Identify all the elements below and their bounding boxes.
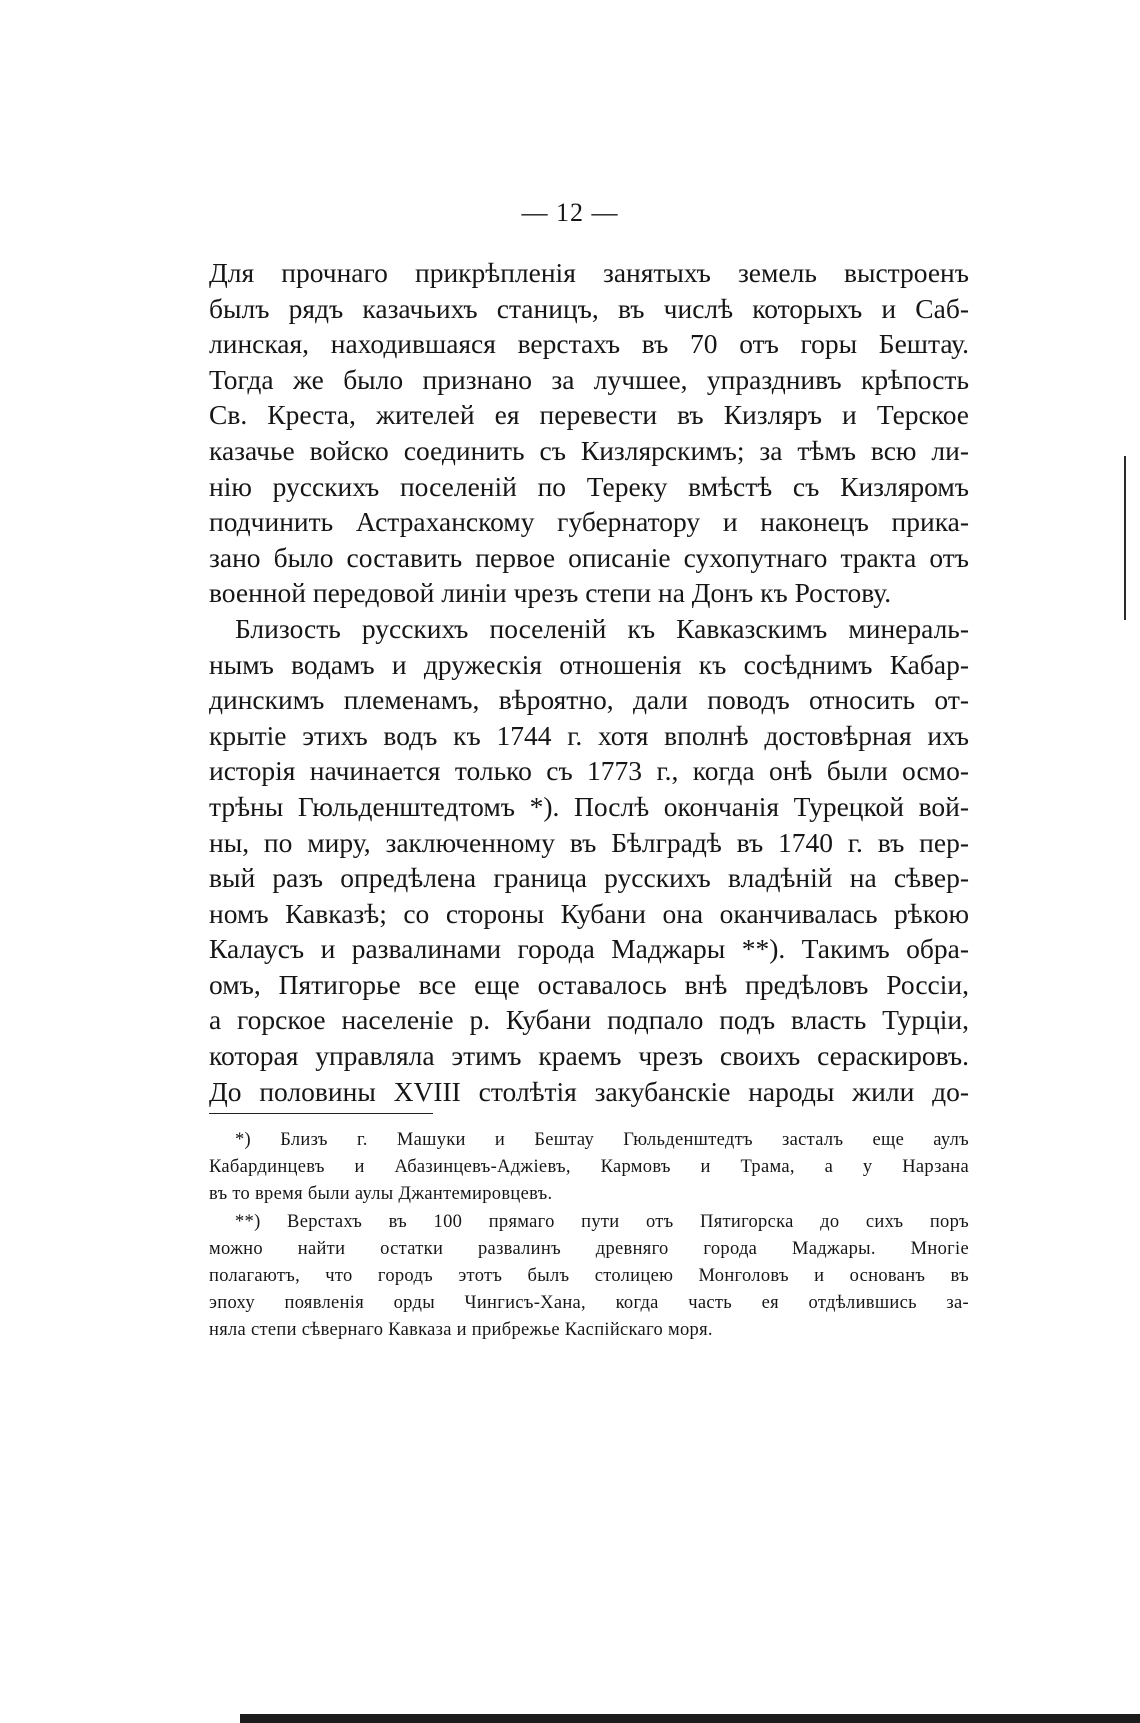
- text-line: омъ, Пятигорье все еще оставалось внѣ предѣловъ Россіи,: [209, 968, 969, 1000]
- text-line: казачье войско соединить съ Кизлярскимъ; за тѣмъ всю ли-: [209, 434, 969, 466]
- text-line: подчинить Астраханскому губернатору и наконецъ прика-: [209, 506, 969, 538]
- footnote-line: Кабардинцевъ и Абазинцевъ-Аджіевъ, Кармовъ и Трама, а у Нарзана: [209, 1157, 969, 1178]
- footnote-line: въ то время были аулы Джантемировцевъ.: [209, 1184, 553, 1205]
- text-line: нымъ водамъ и дружескія отношенія къ сосѣднимъ Кабар-: [209, 648, 969, 680]
- text-line: номъ Кавказѣ; со стороны Кубани она оканчивалась рѣкою: [209, 897, 969, 929]
- footnote-line: полагаютъ, что городъ этотъ былъ столицею Монголовъ и основанъ въ: [209, 1265, 969, 1286]
- text-line: зано было составить первое описаніе сухопутнаго тракта отъ: [209, 541, 969, 573]
- text-line: Тогда же было признано за лучшее, упразднивъ крѣпость: [209, 363, 969, 395]
- text-line: трѣны Гюльденштедтомъ *). Послѣ окончанія Турецкой вой-: [209, 790, 969, 822]
- footnote-line: **) Верстахъ въ 100 прямаго пути отъ Пятигорска до сихъ поръ: [235, 1211, 969, 1232]
- text-line: исторія начинается только съ 1773 г., когда онѣ были осмо-: [209, 755, 969, 787]
- page-number: — 12 —: [521, 198, 619, 227]
- footnote-line: *) Близъ г. Машуки и Бештау Гюльденштедтъ засталъ еще аулъ: [235, 1130, 969, 1150]
- text-line: Калаусъ и развалинами города Маджары **). Такимъ обра-: [209, 933, 969, 965]
- footnote-line: эпоху появленія орды Чингисъ-Хана, когда часть ея отдѣлившись за-: [209, 1293, 969, 1314]
- footnote-separator: [209, 1113, 433, 1114]
- scan-margin-line: [1124, 530, 1126, 620]
- text-line: военной передовой линіи чрезъ степи на Донъ къ Ростову.: [209, 577, 892, 609]
- text-line: нію русскихъ поселеній по Тереку вмѣстѣ съ Кизляромъ: [209, 470, 969, 502]
- text-line: линская, находившаяся верстахъ въ 70 отъ горы Бештау.: [209, 328, 969, 360]
- text-line: ны, по миру, заключенному въ Бѣлградѣ въ 1740 г. въ пер-: [209, 826, 969, 858]
- main-text: [209, 255, 969, 1109]
- text-line: Для прочнаго прикрѣпленія занятыхъ земель выстроенъ: [209, 257, 969, 288]
- text-line: вый разъ опредѣлена граница русскихъ владѣній на сѣвер-: [209, 862, 969, 894]
- text-line: крытіе этихъ водъ къ 1744 г. хотя вполнѣ достовѣрная ихъ: [209, 719, 969, 751]
- text-line: а горское населеніе р. Кубани подпало подъ власть Турціи,: [209, 1004, 969, 1036]
- text-line: которая управляла этимъ краемъ чрезъ своихъ сераскировъ.: [209, 1040, 969, 1072]
- scan-bottom-edge: [240, 1714, 1140, 1723]
- footnotes: [209, 1127, 969, 1345]
- text-line: Близость русскихъ поселеній къ Кавказскимъ минераль-: [235, 612, 969, 644]
- footnote-line: няла степи сѣвернаго Кавказа и прибрежье Каспійскаго моря.: [209, 1320, 713, 1341]
- text-line: динскимъ племенамъ, вѣроятно, дали поводъ относить от-: [209, 684, 969, 716]
- text-line: До половины XVIII столѣтія закубанскіе народы жили до-: [209, 1075, 969, 1107]
- text-line: Св. Креста, жителей ея перевести въ Кизляръ и Терское: [209, 399, 969, 431]
- footnote-line: можно найти остатки развалинъ древняго города Маджары. Многіе: [209, 1238, 969, 1259]
- text-line: былъ рядъ казачьихъ станицъ, въ числѣ которыхъ и Саб-: [209, 292, 969, 324]
